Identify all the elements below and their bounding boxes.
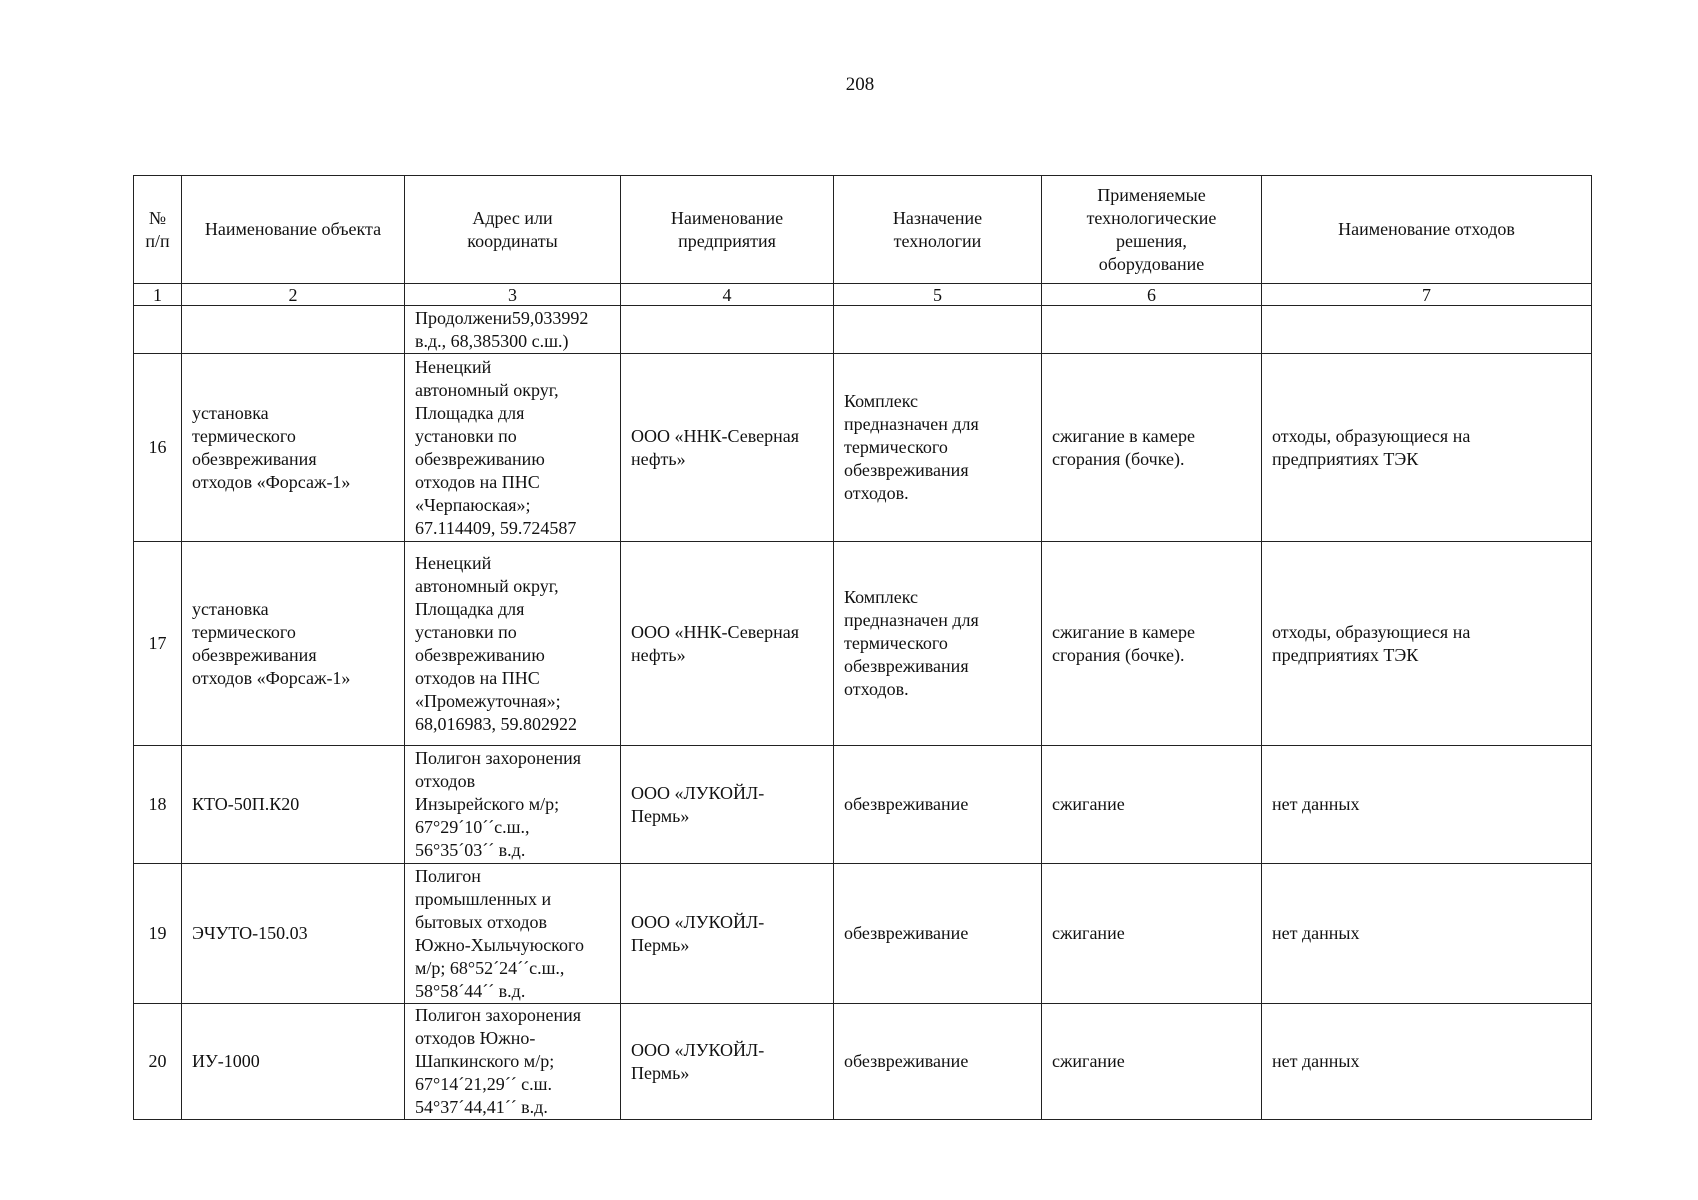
enterprise: ООО «ЛУКОЙЛ- Пермь»: [621, 1004, 834, 1120]
column-index-cell: 5: [834, 284, 1042, 306]
address: Полигон промышленных и бытовых отходов Южно-Хыльчуюского м/р; 68°52´24´´с.ш., 58°58´44´´ в.д.: [405, 864, 621, 1004]
row-number: 18: [134, 746, 182, 864]
row-number: 20: [134, 1004, 182, 1120]
address: Полигон захоронения отходов Инзырейского м/р; 67°29´10´´с.ш., 56°35´03´´ в.д.: [405, 746, 621, 864]
continuation-address: Продолжени59,033992 в.д., 68,385300 с.ш.): [405, 306, 621, 354]
row-number: 16: [134, 354, 182, 542]
header-row: [134, 176, 1592, 284]
technology-solutions: сжигание: [1042, 864, 1262, 1004]
header-object-name: Наименование объекта: [182, 176, 405, 284]
technology-purpose: обезвреживание: [834, 1004, 1042, 1120]
continuation-row: [134, 306, 1592, 354]
column-index-cell: 1: [134, 284, 182, 306]
header-waste-name: Наименование отходов: [1262, 176, 1592, 284]
table-row: [134, 864, 1592, 1004]
technology-purpose: Комплекс предназначен для термического обезвреживания отходов.: [834, 542, 1042, 746]
header-purpose: Назначение технологии: [834, 176, 1042, 284]
page-number: 208: [845, 74, 875, 95]
header-solutions: Применяемые технологические решения, оборудование: [1042, 176, 1262, 284]
table-row: [134, 354, 1592, 542]
enterprise: ООО «ННК-Северная нефть»: [621, 542, 834, 746]
table-cell: [1262, 306, 1592, 354]
technology-purpose: Комплекс предназначен для термического обезвреживания отходов.: [834, 354, 1042, 542]
technology-solutions: сжигание: [1042, 1004, 1262, 1120]
technology-solutions: сжигание: [1042, 746, 1262, 864]
table-row: [134, 1004, 1592, 1120]
enterprise: ООО «ННК-Северная нефть»: [621, 354, 834, 542]
technology-purpose: обезвреживание: [834, 746, 1042, 864]
header-enterprise: Наименование предприятия: [621, 176, 834, 284]
table-cell: [134, 306, 182, 354]
object-name: ИУ-1000: [182, 1004, 405, 1120]
row-number: 19: [134, 864, 182, 1004]
table-cell: [621, 306, 834, 354]
waste-name: отходы, образующиеся на предприятиях ТЭК: [1262, 542, 1592, 746]
waste-name: отходы, образующиеся на предприятиях ТЭК: [1262, 354, 1592, 542]
header-number: № п/п: [134, 176, 182, 284]
table-cell: [834, 306, 1042, 354]
technology-purpose: обезвреживание: [834, 864, 1042, 1004]
waste-name: нет данных: [1262, 1004, 1592, 1120]
waste-facilities-table: [133, 175, 1592, 1120]
table-row: [134, 542, 1592, 746]
row-number: 17: [134, 542, 182, 746]
object-name: КТО-50П.К20: [182, 746, 405, 864]
address: Полигон захоронения отходов Южно- Шапкинского м/р; 67°14´21,29´´ с.ш. 54°37´44,41´´ в.д.: [405, 1004, 621, 1120]
column-index-cell: 6: [1042, 284, 1262, 306]
address: Ненецкий автономный округ, Площадка для установки по обезвреживанию отходов на ПНС «Промежуточная»; 68,016983, 59.802922: [405, 542, 621, 746]
waste-name: нет данных: [1262, 864, 1592, 1004]
column-index-cell: 2: [182, 284, 405, 306]
column-index-cell: 7: [1262, 284, 1592, 306]
table-cell: [182, 306, 405, 354]
column-index-cell: 3: [405, 284, 621, 306]
object-name: ЭЧУТО-150.03: [182, 864, 405, 1004]
column-index-cell: 4: [621, 284, 834, 306]
enterprise: ООО «ЛУКОЙЛ- Пермь»: [621, 746, 834, 864]
object-name: установка термического обезвреживания отходов «Форсаж-1»: [182, 354, 405, 542]
enterprise: ООО «ЛУКОЙЛ- Пермь»: [621, 864, 834, 1004]
object-name: установка термического обезвреживания отходов «Форсаж-1»: [182, 542, 405, 746]
table-cell: [1042, 306, 1262, 354]
address: Ненецкий автономный округ, Площадка для установки по обезвреживанию отходов на ПНС «Черпаюская»; 67.114409, 59.724587: [405, 354, 621, 542]
header-address: Адрес или координаты: [405, 176, 621, 284]
table-row: [134, 746, 1592, 864]
technology-solutions: сжигание в камере сгорания (бочке).: [1042, 542, 1262, 746]
waste-name: нет данных: [1262, 746, 1592, 864]
column-index-row: [134, 284, 1592, 306]
technology-solutions: сжигание в камере сгорания (бочке).: [1042, 354, 1262, 542]
